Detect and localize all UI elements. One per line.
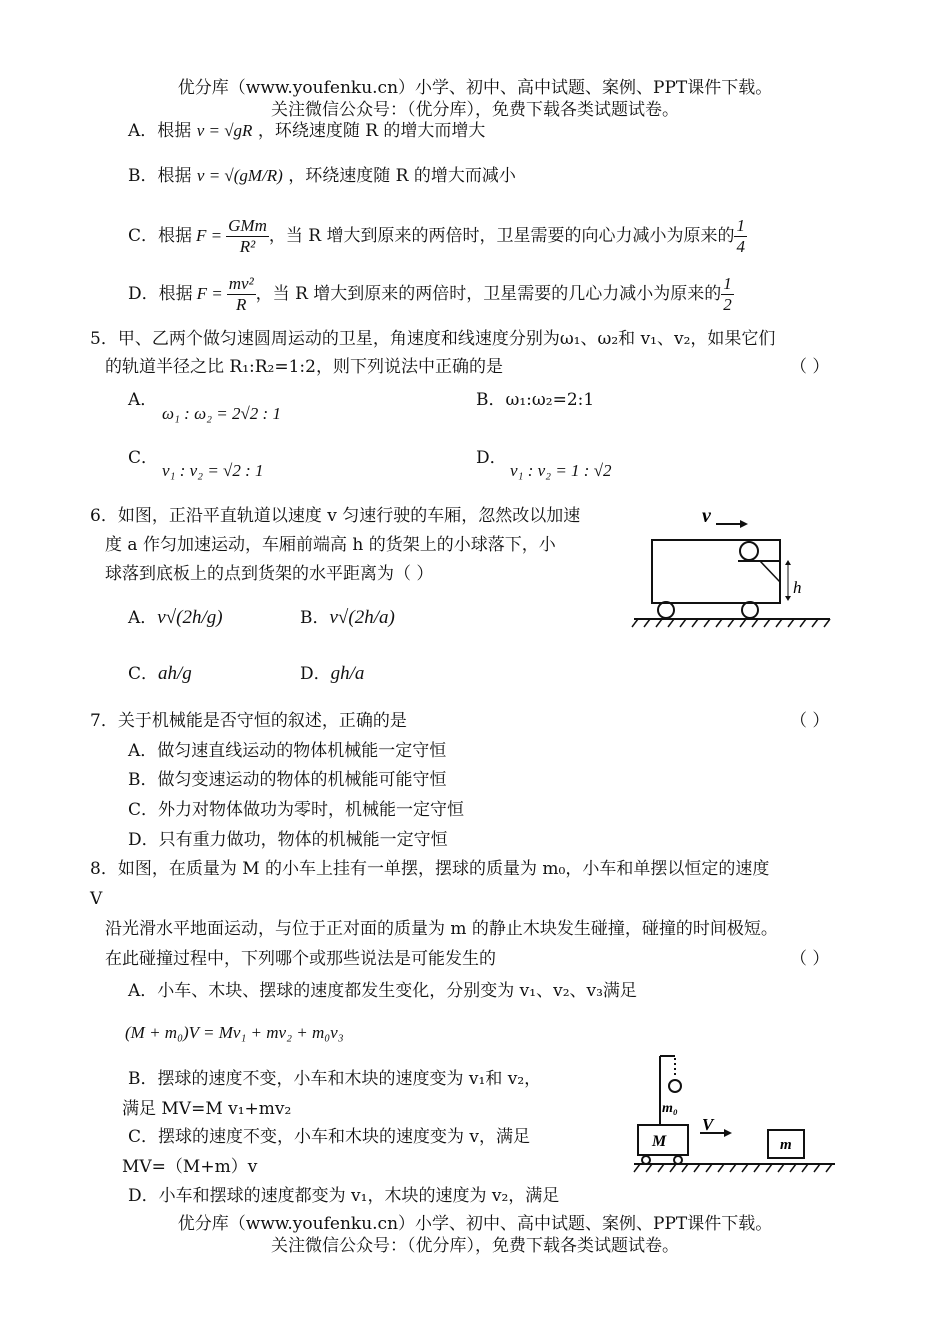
q8-stem-line-3: 沿光滑水平地面运动，与位于正对面的质量为 m 的静止木块发生碰撞，碰撞的时间极短。 bbox=[105, 919, 778, 939]
q8-fig-block-label: m bbox=[780, 1137, 792, 1153]
q5-option-d-formula: v₁ : v₂ = 1 : √2 bbox=[510, 461, 612, 480]
q5-option-b: B．ω₁:ω₂=2:1 bbox=[476, 390, 595, 410]
q6-stem-line-3: 球落到底板上的点到货架的水平距离为（ ） bbox=[105, 564, 434, 584]
q6-fig-car-body bbox=[652, 540, 780, 603]
q6-option-a: A．v√(2h/g) bbox=[128, 607, 223, 628]
q6-option-d: D．gh/a bbox=[300, 663, 365, 684]
q5-stem-line-2: 的轨道半径之比 R₁:R₂=1:2，则下列说法中正确的是 bbox=[105, 357, 503, 377]
header-line-1: 优分库（www.youfenku.cn）小学、初中、高中试题、案例、PPT课件下载。 bbox=[177, 78, 773, 98]
q7-stem: 7．关于机械能是否守恒的叙述，正确的是 bbox=[90, 711, 407, 731]
q8-fig-wheel bbox=[674, 1156, 682, 1164]
q8-option-a: A．小车、木块、摆球的速度都发生变化，分别变为 v₁、v₂、v₃满足 bbox=[128, 981, 637, 1001]
q8-fig-m0-label: m₀ bbox=[662, 1101, 678, 1116]
q5-option-a-formula: ω₁ : ω₂ = 2√2 : 1 bbox=[162, 404, 281, 423]
q6-fig-velocity-label: v bbox=[702, 505, 711, 527]
q6-option-b: B．v√(2h/a) bbox=[300, 607, 395, 628]
q4-option-b: B．根据 v = √(gM/R) ，环绕速度随 R 的增大而减小 bbox=[128, 166, 516, 186]
q4-option-c: C．根据 F = $\frac{\text{GMm}}{\text{R²}}$ ，当 R 增大到原来的两倍时，卫星需要的向心力减小为原来的 $\frac{1}{4}$ bbox=[128, 215, 745, 256]
q5-stem-line-1: 5．甲、乙两个做匀速圆周运动的卫星，角速度和线速度分别为ω₁、ω₂和 v₁、v₂，如果它们 bbox=[90, 329, 776, 349]
q7-answer-bracket: （ ） bbox=[790, 711, 830, 731]
q8-option-d: D．小车和摆球的速度都变为 v₁，木块的速度为 v₂，满足 bbox=[128, 1186, 560, 1206]
q7-option-d: D．只有重力做功，物体的机械能一定守恒 bbox=[128, 830, 448, 850]
q6-figure-train-car bbox=[630, 500, 840, 635]
q5-option-c-label: C． bbox=[128, 448, 159, 468]
q8-stem-line-1: 8．如图，在质量为 M 的小车上挂有一单摆，摆球的质量为 m₀，小车和单摆以恒定的速度 bbox=[90, 859, 770, 879]
q6-fig-height-label: h bbox=[793, 578, 802, 597]
q8-fig-velocity-label: V bbox=[702, 1115, 714, 1134]
q6-stem-line-1: 6．如图，正沿平直轨道以速度 v 匀速行驶的车厢，忽然改以加速 bbox=[90, 506, 581, 526]
q7-option-c: C．外力对物体做功为零时，机械能一定守恒 bbox=[128, 800, 465, 820]
q8-answer-bracket: （ ） bbox=[790, 949, 830, 969]
q5-option-c-formula: v₁ : v₂ = √2 : 1 bbox=[162, 461, 264, 480]
q6-fig-wheel bbox=[658, 602, 674, 618]
q5-answer-bracket: （ ） bbox=[790, 357, 830, 377]
q6-fig-ball bbox=[740, 542, 758, 560]
header-line-2: 关注微信公众号：（优分库），免费下载各类试题试卷。 bbox=[271, 100, 679, 120]
q4-option-d: D．根据 F = $\frac{\text{mv²}}{R}$ ，当 R 增大到原来的两倍时，卫星需要的几心力减小为原来的 $\frac{1}{2}$ bbox=[128, 273, 732, 314]
q8-option-b-line-2: 满足 MV=M v₁+mv₂ bbox=[122, 1099, 292, 1119]
q8-option-a-formula: (M + m₀)V = Mv₁ + mv₂ + m₀v₃ bbox=[125, 1023, 344, 1042]
q6-fig-ground-hatch bbox=[632, 619, 830, 627]
q4-b-formula: v = √(gM/R) bbox=[196, 166, 283, 185]
q8-option-b-line-1: B．摆球的速度不变，小车和木块的速度变为 v₁和 v₂， bbox=[128, 1069, 542, 1089]
q4-option-a: A．根据 v = √gR ，环绕速度随 R 的增大而增大 bbox=[128, 121, 486, 141]
q8-stem-line-4: 在此碰撞过程中，下列哪个或那些说法是可能发生的 bbox=[105, 949, 496, 969]
q6-stem-line-2: 度 a 作匀加速运动，车厢前端高 h 的货架上的小球落下，小 bbox=[105, 535, 556, 555]
footer-line-2: 关注微信公众号：（优分库），免费下载各类试题试卷。 bbox=[271, 1236, 679, 1256]
footer-line-1: 优分库（www.youfenku.cn）小学、初中、高中试题、案例、PPT课件下载。 bbox=[177, 1214, 773, 1234]
q8-option-c-line-2: MV=（M+m）v bbox=[122, 1157, 258, 1177]
q7-option-a: A．做匀速直线运动的物体机械能一定守恒 bbox=[128, 741, 447, 761]
q8-fig-cart-label: M bbox=[652, 1133, 667, 1150]
q8-fig-wheel bbox=[642, 1156, 650, 1164]
q8-stem-line-2: V bbox=[90, 889, 103, 909]
q4-a-formula: v = √gR bbox=[196, 121, 253, 140]
q6-option-c: C．ah/g bbox=[128, 663, 192, 684]
q8-figure-cart-pendulum bbox=[630, 1050, 840, 1180]
q7-option-b: B．做匀变速运动的物体的机械能可能守恒 bbox=[128, 770, 447, 790]
q6-fig-wheel bbox=[742, 602, 758, 618]
q8-fig-pendulum-ball bbox=[669, 1080, 681, 1092]
q5-option-d-label: D． bbox=[476, 448, 507, 468]
q5-option-a-label: A． bbox=[128, 390, 158, 410]
q8-option-c-line-1: C．摆球的速度不变，小车和木块的速度变为 v，满足 bbox=[128, 1127, 531, 1147]
q8-fig-ground-hatch bbox=[634, 1164, 832, 1172]
